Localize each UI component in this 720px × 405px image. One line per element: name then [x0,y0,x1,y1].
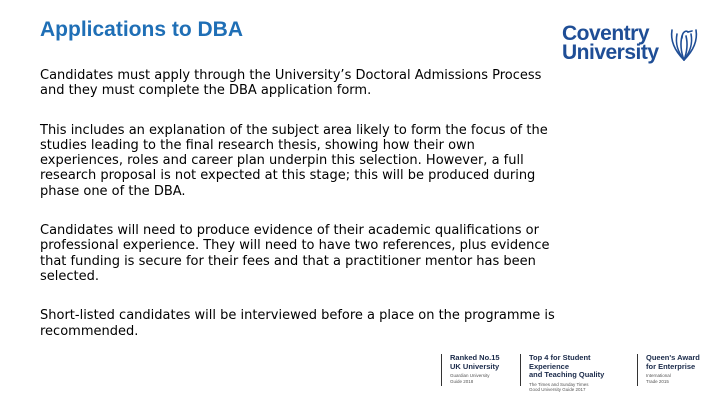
awards-strip [441,353,711,392]
body-text [40,68,560,363]
award-source: Guardian University Guide 2018 [450,373,490,384]
logo-line1: Coventry [562,22,650,45]
award-source: The Times and Sunday Times Good University Guide 2017 [529,381,589,392]
paragraph-interview: Short-listed candidates will be interviewed before a place on the programme is recommended. [40,308,555,339]
coventry-university-logo [562,22,702,66]
award-title: Top 4 for Student Experience and Teaching Quality [529,353,605,379]
paragraph-evidence: Candidates will need to produce evidence of their academic qualifications or professional experience. They will need to have two references, plus evidence that funding is secure for their fees and that a practitioner mentor has been selected. [40,223,550,284]
logo-line2: University [562,41,659,64]
paragraph-application: Candidates must apply through the University’s Doctoral Admissions Process and they must complete the DBA application form. [40,68,542,99]
award-student-experience [520,353,637,392]
slide-title: Applications to DBA [40,18,243,41]
award-title: Ranked No.15 UK University [450,353,500,371]
award-source: International Trade 2015 [646,373,671,384]
paragraph-explanation: This includes an explanation of the subject area likely to form the focus of the studies leading to the final research thesis, showing how their own experiences, roles and career plan underpin this selection. However, a full research proposal is not expected at this stage; this will be produced during phase one of the DBA. [40,122,548,199]
award-ranking [441,354,520,386]
award-queens-enterprise [637,354,718,386]
phoenix-icon [666,22,702,64]
award-title: Queen's Award for Enterprise [646,353,700,371]
